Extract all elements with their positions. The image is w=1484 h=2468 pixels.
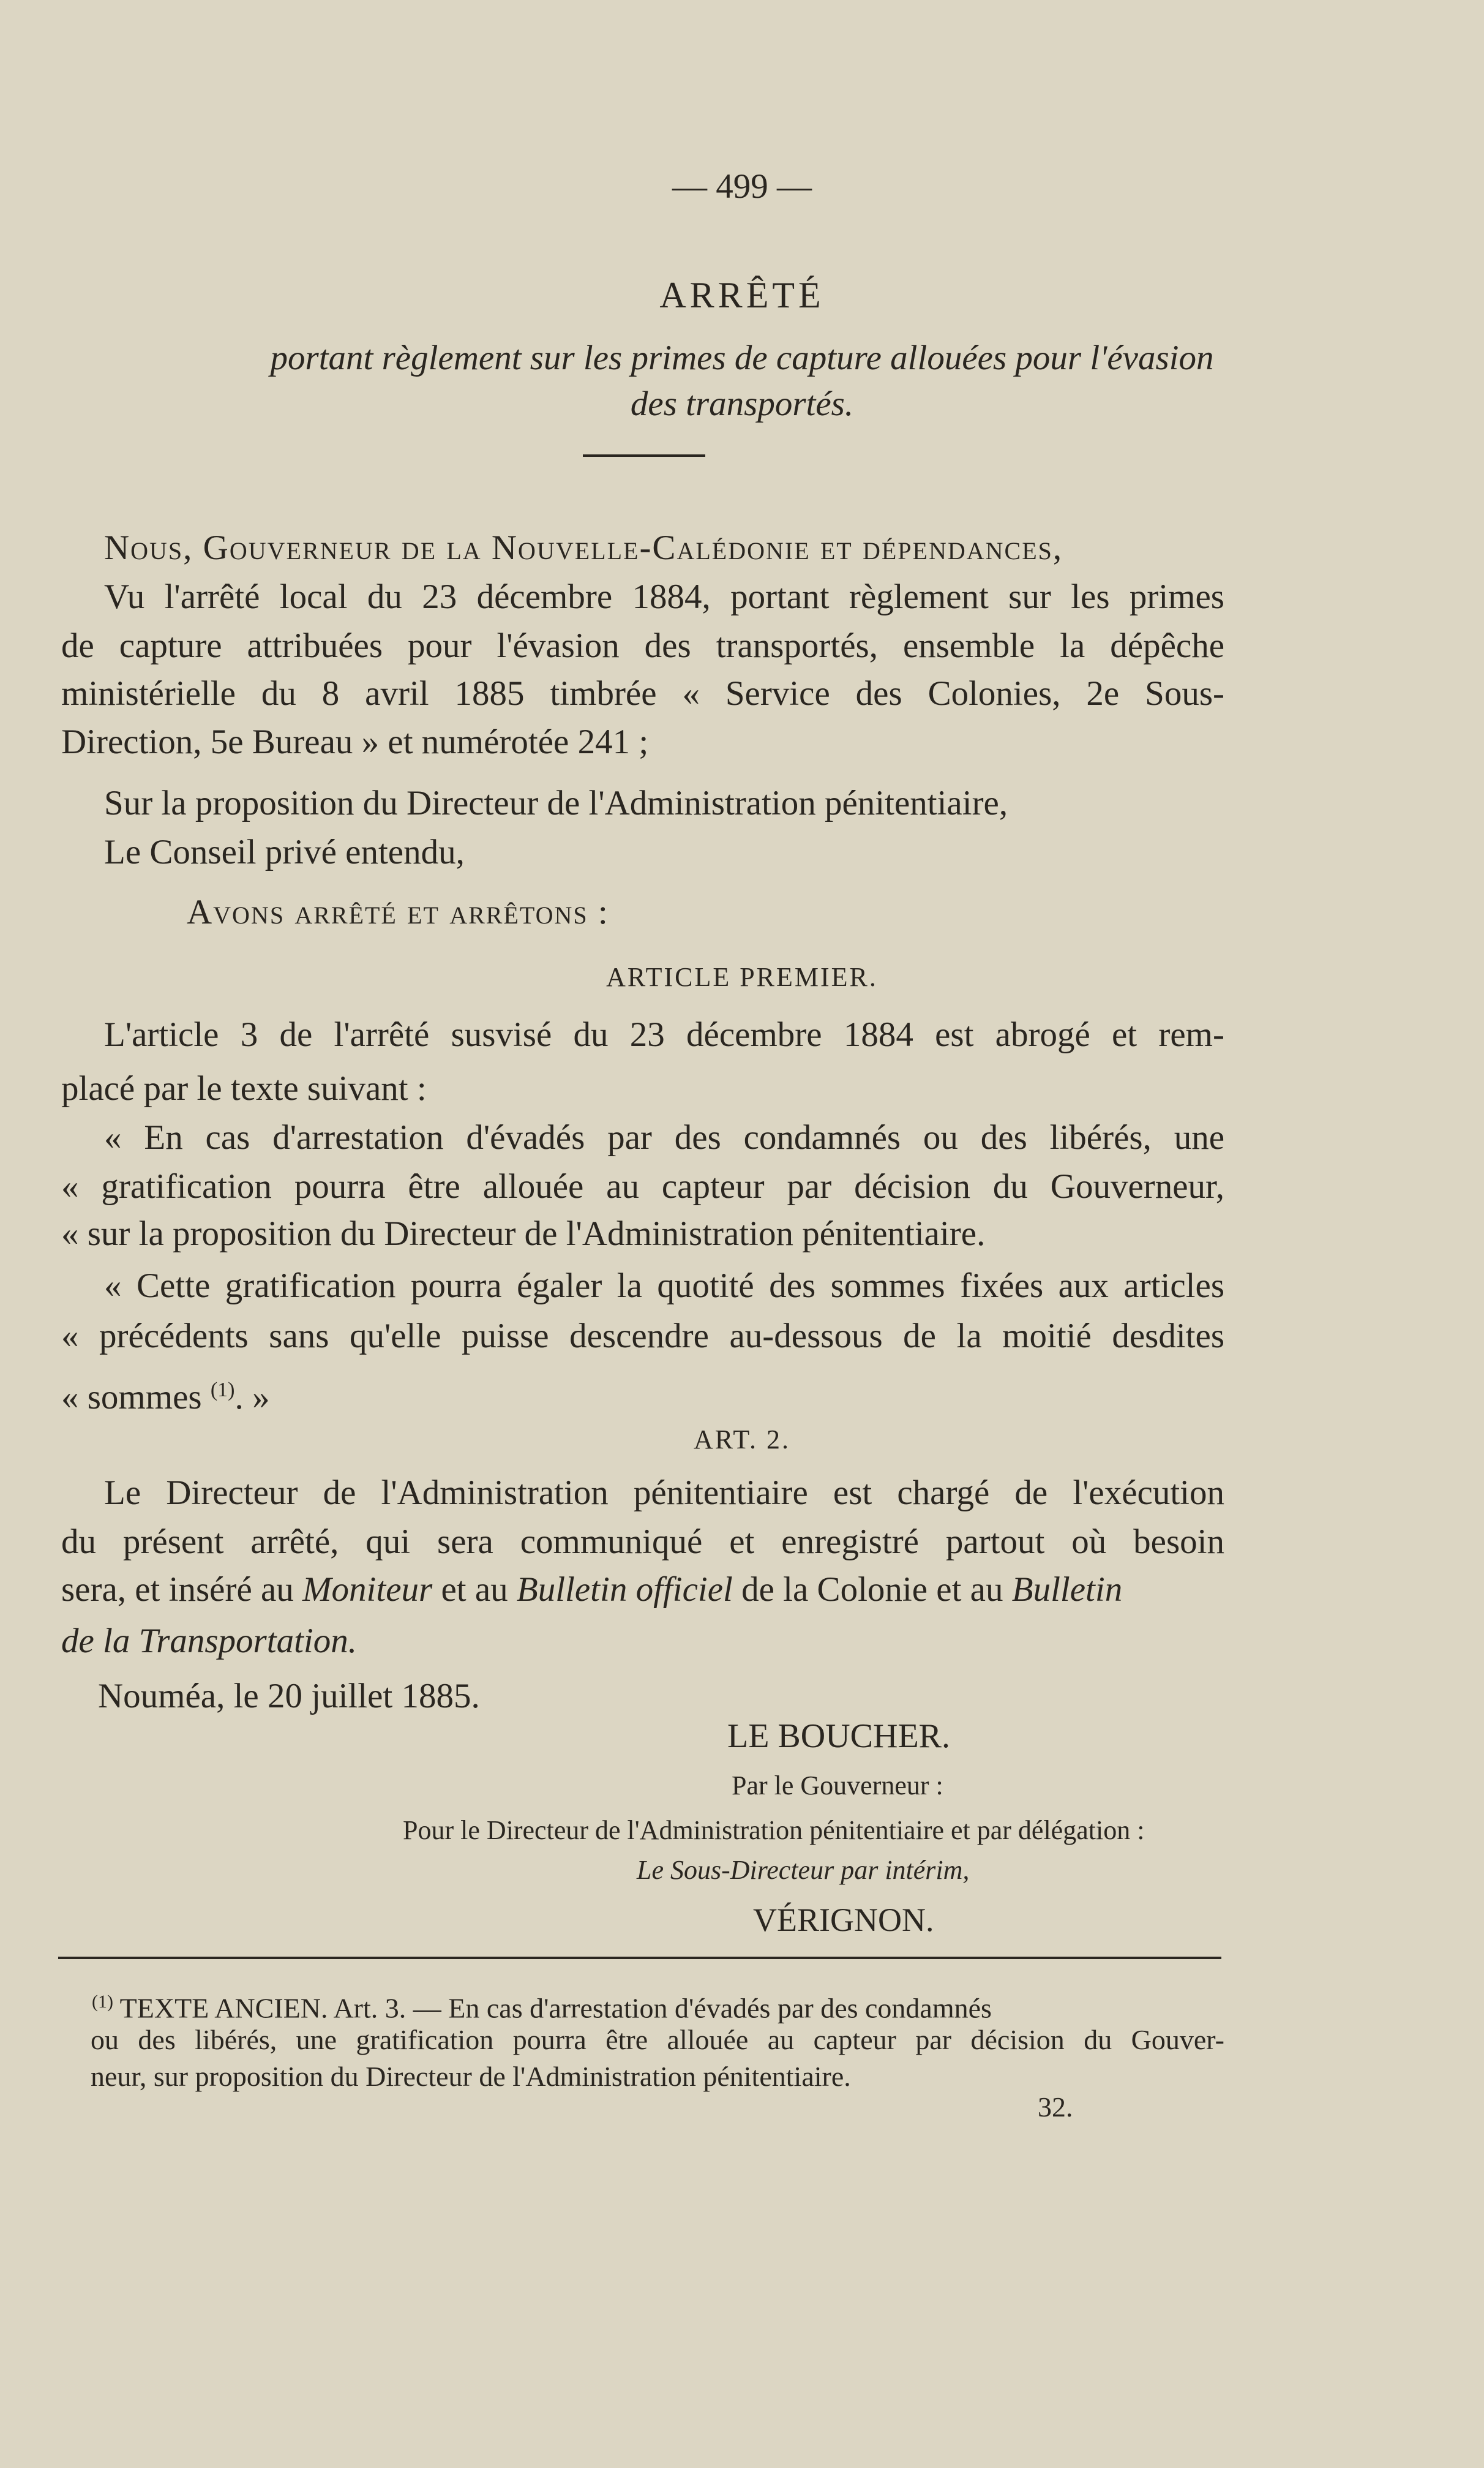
article-heading: ART. 2. [693, 1424, 791, 1454]
body-line: Vu l'arrêté local du 23 décembre 1884, portant règlement sur les primes [104, 577, 1224, 616]
body-line: placé par le texte suivant : [61, 1069, 427, 1108]
body-text: « sommes [61, 1378, 211, 1416]
body-line: Le Directeur de l'Administration pénitentiaire est chargé de l'exécution [104, 1473, 1224, 1512]
date-line: Nouméa, le 20 juillet 1885. [98, 1677, 480, 1715]
body-line: Sur la proposition du Directeur de l'Administration pénitentiaire, [104, 784, 1008, 822]
body-line: « Cette gratification pourra égaler la quotité des sommes fixées aux articles [104, 1266, 1224, 1305]
body-text: et au [432, 1570, 517, 1609]
footnote-text: TEXTE ANCIEN. Art. 3. — En cas d'arrestation d'évadés par des condamnés [119, 1992, 992, 2024]
preamble-line: Nous, Gouverneur de la Nouvelle-Calédonie et dépendances, [104, 529, 1063, 567]
footnote-line: neur, sur proposition du Directeur de l'Administration pénitentiaire. [91, 2061, 851, 2092]
body-line: Le Conseil privé entendu, [104, 833, 465, 871]
body-line: « gratification pourra être allouée au capteur par décision du Gouverneur, [61, 1167, 1224, 1206]
subtitle-line-2: des transportés. [630, 385, 854, 423]
body-line [61, 1565, 1224, 1614]
footnote-line: ou des libérés, une gratification pourra être allouée au capteur par décision du Gouver- [91, 2024, 1224, 2055]
signature-governor: LE BOUCHER. [727, 1717, 950, 1755]
body-line: Direction, 5e Bureau » et numérotée 241 ; [61, 723, 649, 761]
body-line: « sur la proposition du Directeur de l'Administration pénitentiaire. [61, 1214, 986, 1253]
body-line: de la Transportation. [61, 1622, 357, 1660]
body-text-italic: Moniteur [302, 1570, 433, 1609]
signature-sous-directeur: Le Sous-Directeur par intérim, [637, 1855, 970, 1885]
signature-par: Par le Gouverneur : [732, 1770, 943, 1800]
footnote-divider [58, 1957, 1221, 1959]
page-title: ARRÊTÉ [659, 275, 825, 315]
body-text: sera, et inséré au [61, 1570, 303, 1609]
title-divider [583, 454, 705, 457]
body-text-italic: Bulletin [1011, 1570, 1123, 1609]
body-line: L'article 3 de l'arrêté susvisé du 23 décembre 1884 est abrogé et rem- [104, 1015, 1224, 1054]
body-line: du présent arrêté, qui sera communiqué et enregistré partout où besoin [61, 1522, 1224, 1561]
subtitle-line-1: portant règlement sur les primes de capture allouées pour l'évasion [270, 339, 1214, 377]
signature-mark: 32. [1038, 2091, 1073, 2123]
body-line [61, 1366, 270, 1422]
footnote-marker: (1) [92, 1992, 113, 2012]
article-heading: ARTICLE PREMIER. [606, 962, 878, 992]
body-line: ministérielle du 8 avril 1885 timbrée « Service des Colonies, 2e Sous- [61, 674, 1224, 713]
decision-heading: Avons arrêté et arrêtons : [187, 893, 609, 931]
body-line: « précédents sans qu'elle puisse descendre au-dessous de la moitié desdites [61, 1317, 1224, 1355]
body-text: de la Colonie et au [732, 1570, 1012, 1609]
signature-name: VÉRIGNON. [753, 1902, 934, 1938]
body-line: de capture attribuées pour l'évasion des transportés, ensemble la dépêche [61, 626, 1224, 665]
body-text: . » [234, 1378, 270, 1416]
body-line: « En cas d'arrestation d'évadés par des condamnés ou des libérés, une [104, 1118, 1224, 1157]
signature-pour: Pour le Directeur de l'Administration pénitentiaire et par délégation : [403, 1815, 1145, 1845]
footnote-ref: (1) [210, 1379, 235, 1401]
page-number: — 499 — [672, 167, 812, 206]
body-text-italic: Bulletin officiel [516, 1570, 733, 1609]
